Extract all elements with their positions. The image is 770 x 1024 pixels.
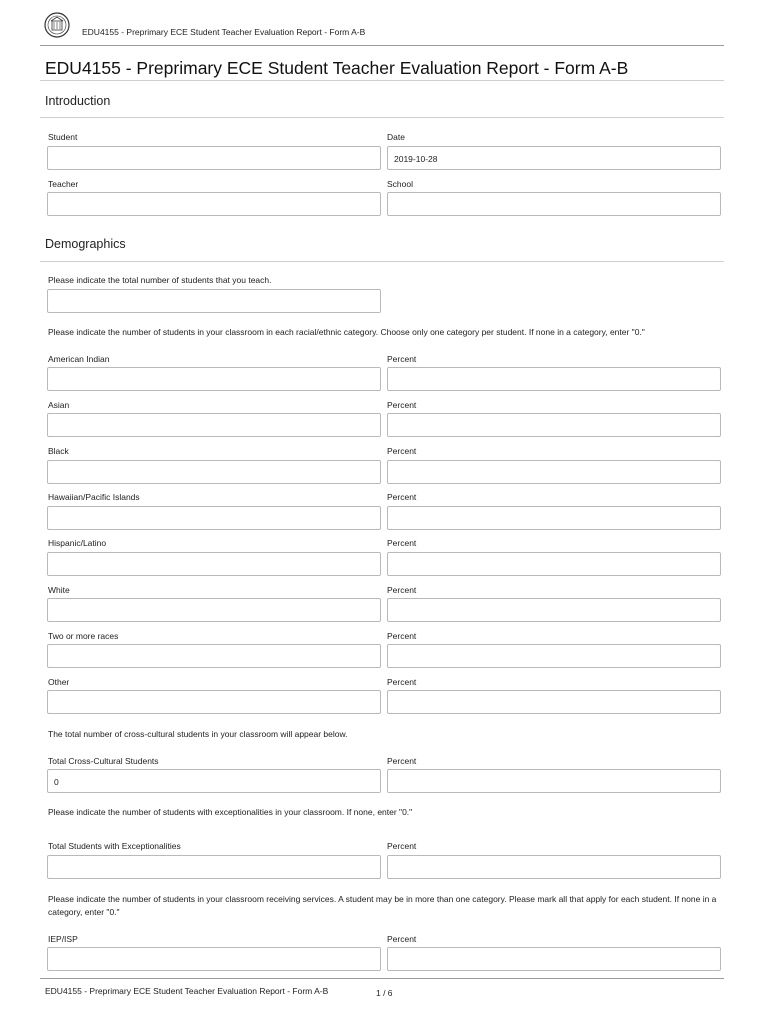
hispanic-latino-percent-field[interactable] <box>387 552 721 576</box>
hawaiian-pacific-percent-field[interactable] <box>387 506 721 530</box>
category-label-hawaiian-pacific: Hawaiian/Pacific Islands <box>48 492 140 502</box>
services-prompt: Please indicate the number of students in your classroom receiving services. A student may be in more than one category. Please mark all that apply for each student. If none in a category, enter "0." <box>48 894 717 917</box>
cross-cultural-field[interactable]: 0 <box>47 769 381 793</box>
percent-label: Percent <box>387 354 417 364</box>
category-label-asian: Asian <box>48 400 70 410</box>
footer-divider <box>40 978 724 979</box>
cross-cultural-prompt: The total number of cross-cultural students in your classroom will appear below. <box>48 729 348 739</box>
category-label-two-or-more: Two or more races <box>48 631 119 641</box>
teacher-field[interactable] <box>47 192 381 216</box>
percent-label: Percent <box>387 538 417 548</box>
american-indian-percent-field[interactable] <box>387 367 721 391</box>
percent-label: Percent <box>387 400 417 410</box>
running-header: EDU4155 - Preprimary ECE Student Teacher Evaluation Report - Form A-B <box>82 27 366 37</box>
title-divider <box>40 80 724 81</box>
hispanic-latino-count-field[interactable] <box>47 552 381 576</box>
date-label: Date <box>387 132 405 142</box>
two-or-more-count-field[interactable] <box>47 644 381 668</box>
percent-label: Percent <box>387 677 417 687</box>
asian-count-field[interactable] <box>47 413 381 437</box>
page-number: 1 / 6 <box>376 988 393 998</box>
exceptionalities-label: Total Students with Exceptionalities <box>48 841 181 851</box>
demographics-divider <box>40 261 724 262</box>
exceptionalities-field[interactable] <box>47 855 381 879</box>
other-percent-field[interactable] <box>387 690 721 714</box>
cross-cultural-percent-field[interactable] <box>387 769 721 793</box>
school-label: School <box>387 179 413 189</box>
black-count-field[interactable] <box>47 460 381 484</box>
total-students-prompt: Please indicate the total number of students that you teach. <box>48 275 272 285</box>
category-label-hispanic-latino: Hispanic/Latino <box>48 538 107 548</box>
iep-isp-percent-field[interactable] <box>387 947 721 971</box>
exceptionalities-percent-field[interactable] <box>387 855 721 879</box>
american-indian-count-field[interactable] <box>47 367 381 391</box>
iep-isp-label: IEP/ISP <box>48 934 78 944</box>
percent-label: Percent <box>387 631 417 641</box>
percent-label: Percent <box>387 492 417 502</box>
total-students-field[interactable] <box>47 289 381 313</box>
introduction-heading: Introduction <box>45 94 111 108</box>
category-label-other: Other <box>48 677 70 687</box>
white-percent-field[interactable] <box>387 598 721 622</box>
white-count-field[interactable] <box>47 598 381 622</box>
asian-percent-field[interactable] <box>387 413 721 437</box>
category-label-american-indian: American Indian <box>48 354 110 364</box>
black-percent-field[interactable] <box>387 460 721 484</box>
date-field[interactable]: 2019-10-28 <box>387 146 721 170</box>
percent-label: Percent <box>387 841 417 851</box>
category-label-black: Black <box>48 446 69 456</box>
header-divider <box>40 45 724 46</box>
demographics-heading: Demographics <box>45 237 126 251</box>
student-field[interactable] <box>47 146 381 170</box>
page-title: EDU4155 - Preprimary ECE Student Teacher Evaluation Report - Form A-B <box>45 58 629 78</box>
footer-title: EDU4155 - Preprimary ECE Student Teacher Evaluation Report - Form A-B <box>45 986 329 996</box>
percent-label: Percent <box>387 585 417 595</box>
university-seal-logo <box>44 12 70 38</box>
other-count-field[interactable] <box>47 690 381 714</box>
teacher-label: Teacher <box>48 179 79 189</box>
iep-isp-field[interactable] <box>47 947 381 971</box>
hawaiian-pacific-count-field[interactable] <box>47 506 381 530</box>
introduction-divider <box>40 117 724 118</box>
percent-label: Percent <box>387 756 417 766</box>
school-field[interactable] <box>387 192 721 216</box>
category-label-white: White <box>48 585 70 595</box>
exceptionalities-prompt: Please indicate the number of students with exceptionalities in your classroom. If none, enter "0." <box>48 807 413 817</box>
ethnic-category-prompt: Please indicate the number of students in your classroom in each racial/ethnic category. Choose only one category per student. If none in a category, enter "0." <box>48 327 645 337</box>
cross-cultural-label: Total Cross-Cultural Students <box>48 756 159 766</box>
two-or-more-percent-field[interactable] <box>387 644 721 668</box>
percent-label: Percent <box>387 446 417 456</box>
percent-label: Percent <box>387 934 417 944</box>
student-label: Student <box>48 132 78 142</box>
